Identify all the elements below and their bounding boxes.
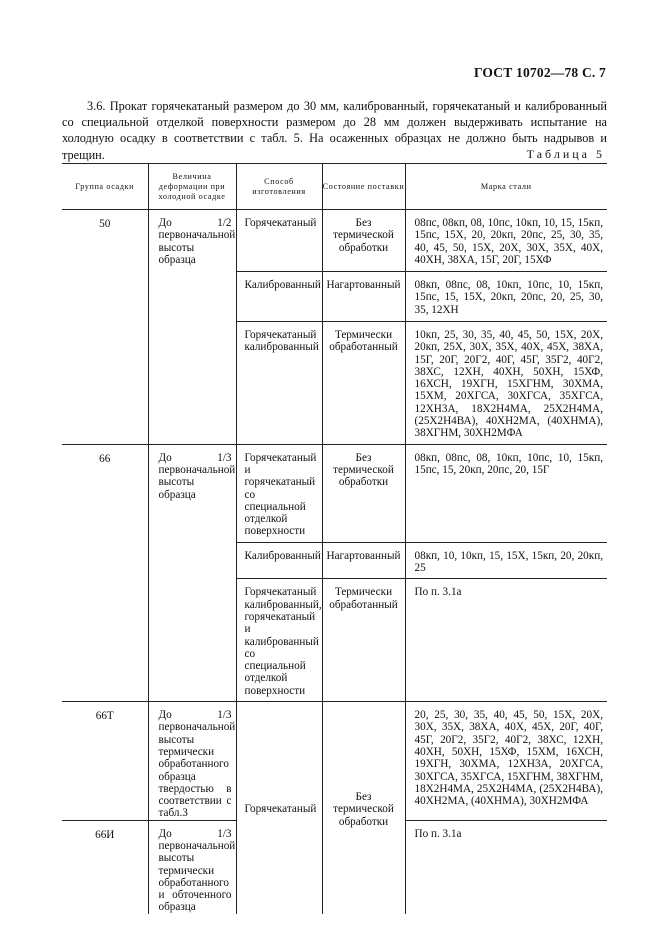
table-title: Таблица 5 [526, 147, 605, 161]
group-cell: 66 [62, 444, 148, 701]
grade-cell: 08пс, 08кп, 08, 10пс, 10кп, 10, 15, 15кп, 15пс, 15Х, 20, 20кп, 20пс, 25, 30, 35, 40, 45, 50, 15Х, 20Х, 30Х, 35Х, 40Х, 40ХН, 38ХА, 15Г, 20Г, 15ХФ [405, 210, 607, 272]
column-header: Группа осадки [62, 164, 148, 210]
condition-cell: Без термической обработки [322, 444, 405, 542]
header-row [62, 164, 607, 210]
grade-cell: 08кп, 08пс, 08, 10кп, 10пс, 10, 15кп, 15пс, 15, 15Х, 20кп, 20пс, 20, 25, 30, 35, 12ХН [405, 272, 607, 322]
column-header: Марка стали [405, 164, 607, 210]
method-cell: Калиброванный [236, 542, 322, 579]
paragraph-3-6: 3.6. Прокат горячекатаный размером до 30 мм, калиброванный, горячекатаный и калиброванный со специальной отделкой поверхности размером до 28 мм должен выдерживать испытание на холодную осадку в соответствии с табл. 5. На осаженных образцах не должно быть надрывов и трещин. [62, 99, 607, 162]
condition-cell: Термически обработанный [322, 322, 405, 445]
condition-cell: Термически обработанный [322, 579, 405, 702]
deformation-cell: До 1/3 первоначальной высоты термически обработанного образца твердостью в соответствии с табл.3 [148, 702, 236, 821]
condition-cell: Без термической обработки [322, 702, 405, 914]
grade-cell: По п. 3.1а [405, 820, 607, 914]
table-row [62, 210, 607, 272]
column-header: Состояние поставки [322, 164, 405, 210]
deformation-cell: До 1/3 первоначальной высоты термически обработанного и обточенного образца [148, 820, 236, 914]
group-cell: 50 [62, 210, 148, 445]
column-header: Величина деформации при холодной осадке [148, 164, 236, 210]
method-cell: Горячекатаный [236, 210, 322, 272]
grade-cell: 08кп, 10, 10кп, 15, 15Х, 15кп, 20, 20кп, 25 [405, 542, 607, 579]
grade-cell: 10кп, 25, 30, 35, 40, 45, 50, 15Х, 20Х, 20кп, 25Х, 30Х, 35Х, 40Х, 45Х, 38ХА, 15Г, 20Г, 20Г2, 40Г, 45Г, 35Г2, 40Г2, 38ХС, 12ХН, 40ХН, 50ХН, 15ХФ, 16ХСН, 19ХГН, 15ХГНМ, 30ХМА, 15ХМ, 20ХГСА, 30ХГСА, 35ХГСА, 12ХН3А, 18Х2Н4МА, 25Х2Н4МА, (25Х2Н4ВА), 40ХН2МА, (40ХНМА), 38ХГНМ, 30ХН2МФА [405, 322, 607, 445]
method-cell: Горячекатаный калиброванный, горячекатаный и калиброванный со специальной отделкой поверхности [236, 579, 322, 702]
method-cell: Калиброванный [236, 272, 322, 322]
condition-cell: Нагартованный [322, 542, 405, 579]
table-row [62, 702, 607, 821]
column-header: Способ изготовления [236, 164, 322, 210]
method-cell: Горячекатаный и горячекатаный со специальной отделкой поверхности [236, 444, 322, 542]
deformation-cell: До 1/2 первоначальной высоты образца [148, 210, 236, 445]
deformation-cell: До 1/3 первоначальной высоты образца [148, 444, 236, 701]
page-header: ГОСТ 10702—78 С. 7 [473, 65, 606, 80]
method-cell: Горячекатаный калиброванный [236, 322, 322, 445]
table-row [62, 444, 607, 542]
method-cell: Горячекатаный [236, 702, 322, 914]
group-cell: 66Т [62, 702, 148, 821]
table-5 [62, 163, 607, 914]
group-cell: 66И [62, 820, 148, 914]
grade-cell: 20, 25, 30, 35, 40, 45, 50, 15Х, 20Х, 30Х, 35Х, 38ХА, 40Х, 45Х, 20Г, 40Г, 45Г, 20Г2, 35Г2, 40Г2, 38ХС, 12ХН, 40ХН, 50ХН, 15ХФ, 15ХМ, 16ХСН, 19ХГН, 30ХМА, 12ХН3А, 20ХГСА, 30ХГСА, 35ХГСА, 15ХГНМ, 38ХГНМ, 18Х2Н4МА, 25Х2Н4МА, (25Х2Н4ВА), 40ХН2МА, (40ХНМА), 30ХН2МФА [405, 702, 607, 821]
grade-cell: 08кп, 08пс, 08, 10кп, 10пс, 10, 15кп, 15пс, 15, 20кп, 20пс, 20, 15Г [405, 444, 607, 542]
grade-cell: По п. 3.1а [405, 579, 607, 702]
condition-cell: Без термической обработки [322, 210, 405, 272]
condition-cell: Нагартованный [322, 272, 405, 322]
